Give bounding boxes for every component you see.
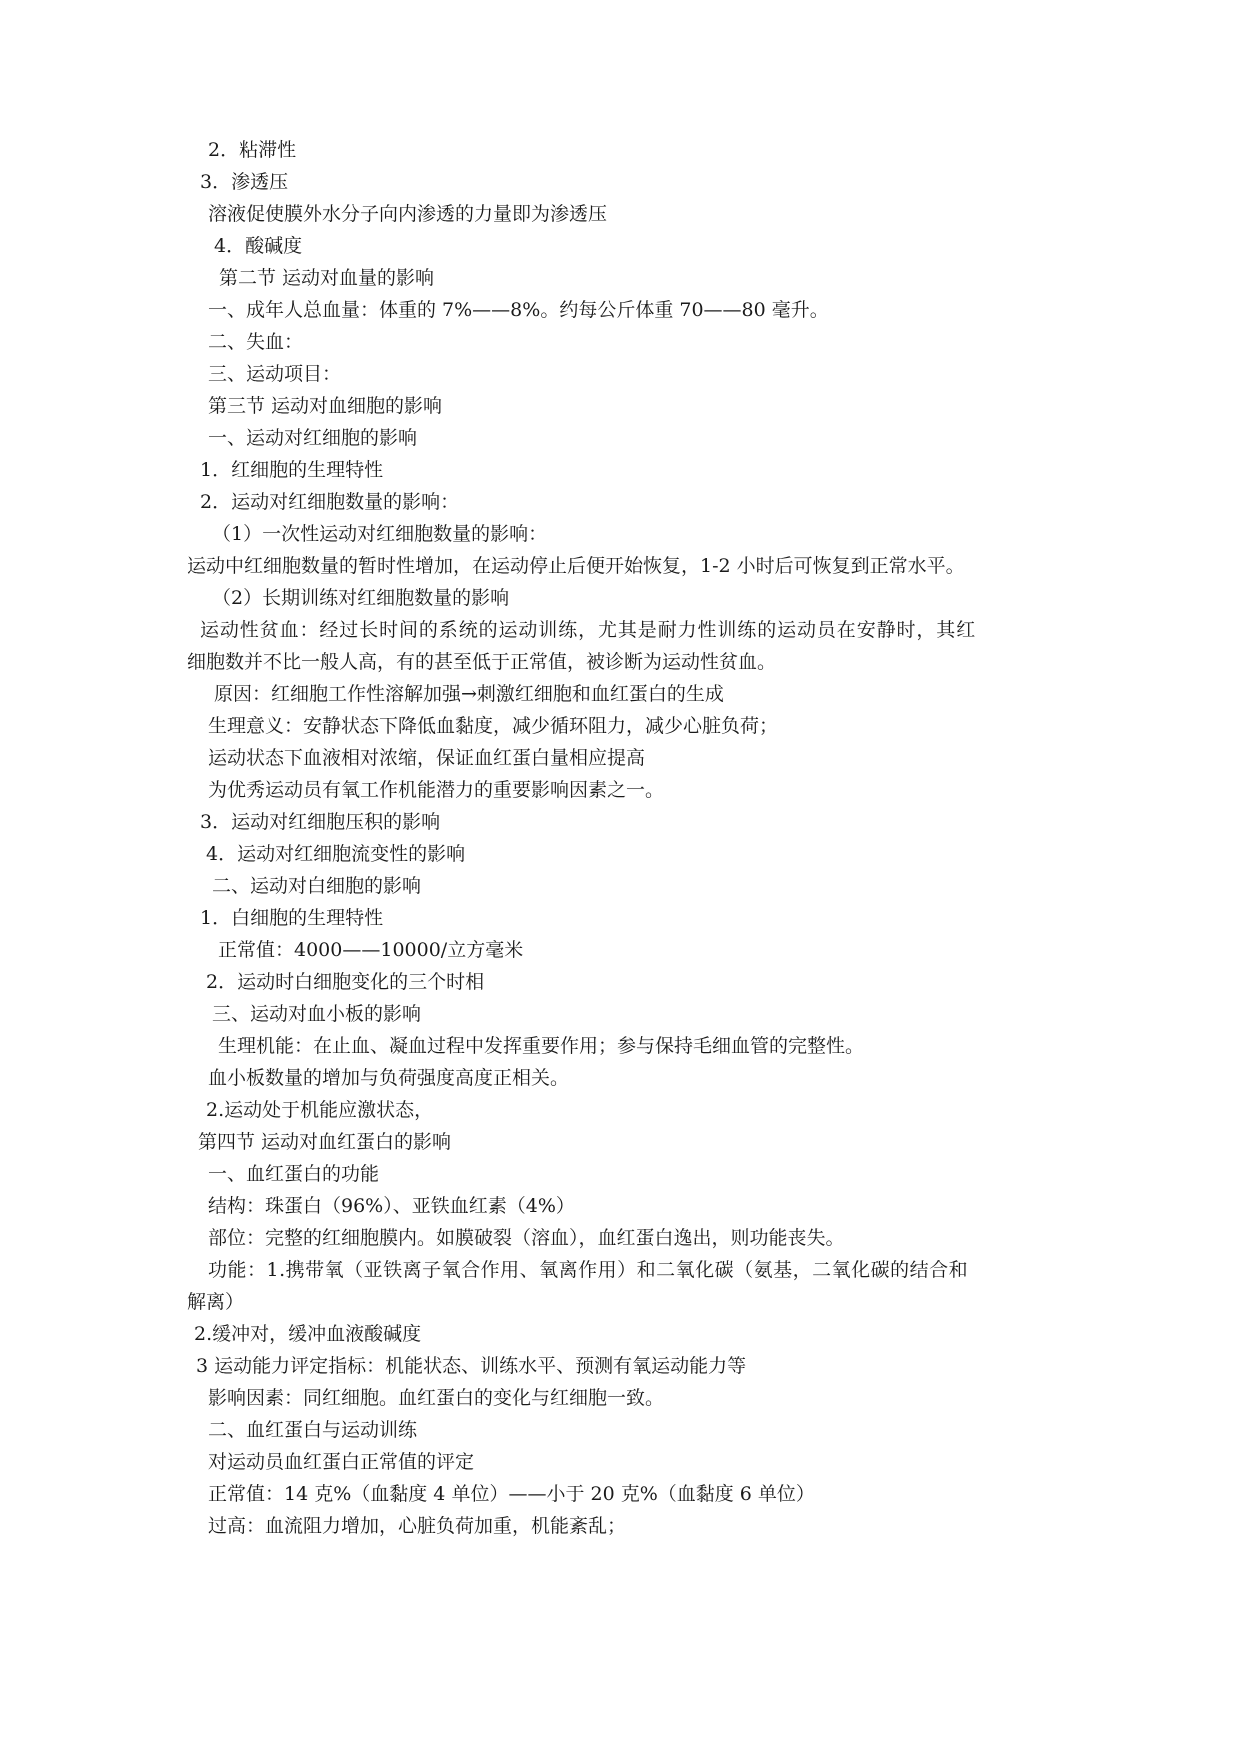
- text-line: 部位：完整的红细胞膜内。如膜破裂（溶血），血红蛋白逸出，则功能丧失。: [208, 1227, 845, 1249]
- text-line: 生理意义：安静状态下降低血黏度，减少循环阻力，减少心脏负荷；: [208, 715, 779, 737]
- text-line: 生理机能：在止血、凝血过程中发挥重要作用；参与保持毛细血管的完整性。: [218, 1035, 865, 1057]
- text-line: 一、血红蛋白的功能: [208, 1163, 380, 1185]
- text-line: 一、成年人总血量：体重的 7%——8%。约每公斤体重 70——80 毫升。: [208, 299, 829, 321]
- text-line: 正常值：4000——10000/立方毫米: [218, 939, 524, 961]
- text-line: 结构：珠蛋白（96%）、亚铁血红素（4%）: [208, 1195, 575, 1217]
- text-line: 为优秀运动员有氧工作机能潜力的重要影响因素之一。: [208, 779, 665, 801]
- text-line: 第四节 运动对血红蛋白的影响: [198, 1131, 452, 1153]
- text-line: 1．红细胞的生理特性: [200, 459, 384, 481]
- text-line: 对运动员血红蛋白正常值的评定: [208, 1451, 475, 1473]
- text-line: 运动状态下血液相对浓缩，保证血红蛋白量相应提高: [208, 747, 646, 769]
- text-line: （2）长期训练对红细胞数量的影响: [212, 587, 510, 609]
- text-line: 第三节 运动对血细胞的影响: [208, 395, 443, 417]
- text-line: 影响因素：同红细胞。血红蛋白的变化与红细胞一致。: [208, 1387, 665, 1409]
- text-line: 运动性贫血：经过长时间的系统的运动训练，尤其是耐力性训练的运动员在安静时，其红: [200, 619, 977, 641]
- text-line: 溶液促使膜外水分子向内渗透的力量即为渗透压: [208, 203, 608, 225]
- text-line: 细胞数并不比一般人高，有的甚至低于正常值，被诊断为运动性贫血。: [187, 651, 777, 673]
- text-line: 2.运动处于机能应激状态，: [206, 1099, 434, 1121]
- text-line: 3．渗透压: [200, 171, 289, 193]
- text-line: 运动中红细胞数量的暂时性增加，在运动停止后便开始恢复，1-2 小时后可恢复到正常水平。: [187, 555, 965, 577]
- text-line: 4．运动对红细胞流变性的影响: [206, 843, 466, 865]
- text-line: 血小板数量的增加与负荷强度高度正相关。: [208, 1067, 570, 1089]
- text-line: （1）一次性运动对红细胞数量的影响：: [212, 523, 548, 545]
- text-line: 一、运动对红细胞的影响: [208, 427, 418, 449]
- text-line: 正常值：14 克%（血黏度 4 单位）——小于 20 克%（血黏度 6 单位）: [208, 1483, 815, 1505]
- text-line: 功能：1.携带氧（亚铁离子氧合作用、氧离作用）和二氧化碳（氨基，二氧化碳的结合和: [208, 1259, 969, 1281]
- text-line: 原因：红细胞工作性溶解加强→刺激红细胞和血红蛋白的生成: [214, 683, 724, 705]
- text-line: 3 运动能力评定指标：机能状态、训练水平、预测有氧运动能力等: [196, 1355, 747, 1377]
- text-line: 2．运动时白细胞变化的三个时相: [206, 971, 485, 993]
- text-line: 三、运动对血小板的影响: [212, 1003, 422, 1025]
- text-line: 二、失血：: [208, 331, 304, 353]
- text-line: 2．运动对红细胞数量的影响：: [200, 491, 460, 513]
- text-line: 解离）: [187, 1291, 245, 1313]
- text-line: 1．白细胞的生理特性: [200, 907, 384, 929]
- text-line: 4．酸碱度: [214, 235, 303, 257]
- text-line: 2．粘滞性: [208, 139, 297, 161]
- text-line: 第二节 运动对血量的影响: [219, 267, 435, 289]
- text-line: 过高：血流阻力增加，心脏负荷加重，机能紊乱；: [208, 1515, 627, 1537]
- text-line: 2.缓冲对，缓冲血液酸碱度: [194, 1323, 422, 1345]
- text-line: 二、血红蛋白与运动训练: [208, 1419, 418, 1441]
- text-line: 3．运动对红细胞压积的影响: [200, 811, 441, 833]
- text-line: 二、运动对白细胞的影响: [212, 875, 422, 897]
- text-line: 三、运动项目：: [208, 363, 342, 385]
